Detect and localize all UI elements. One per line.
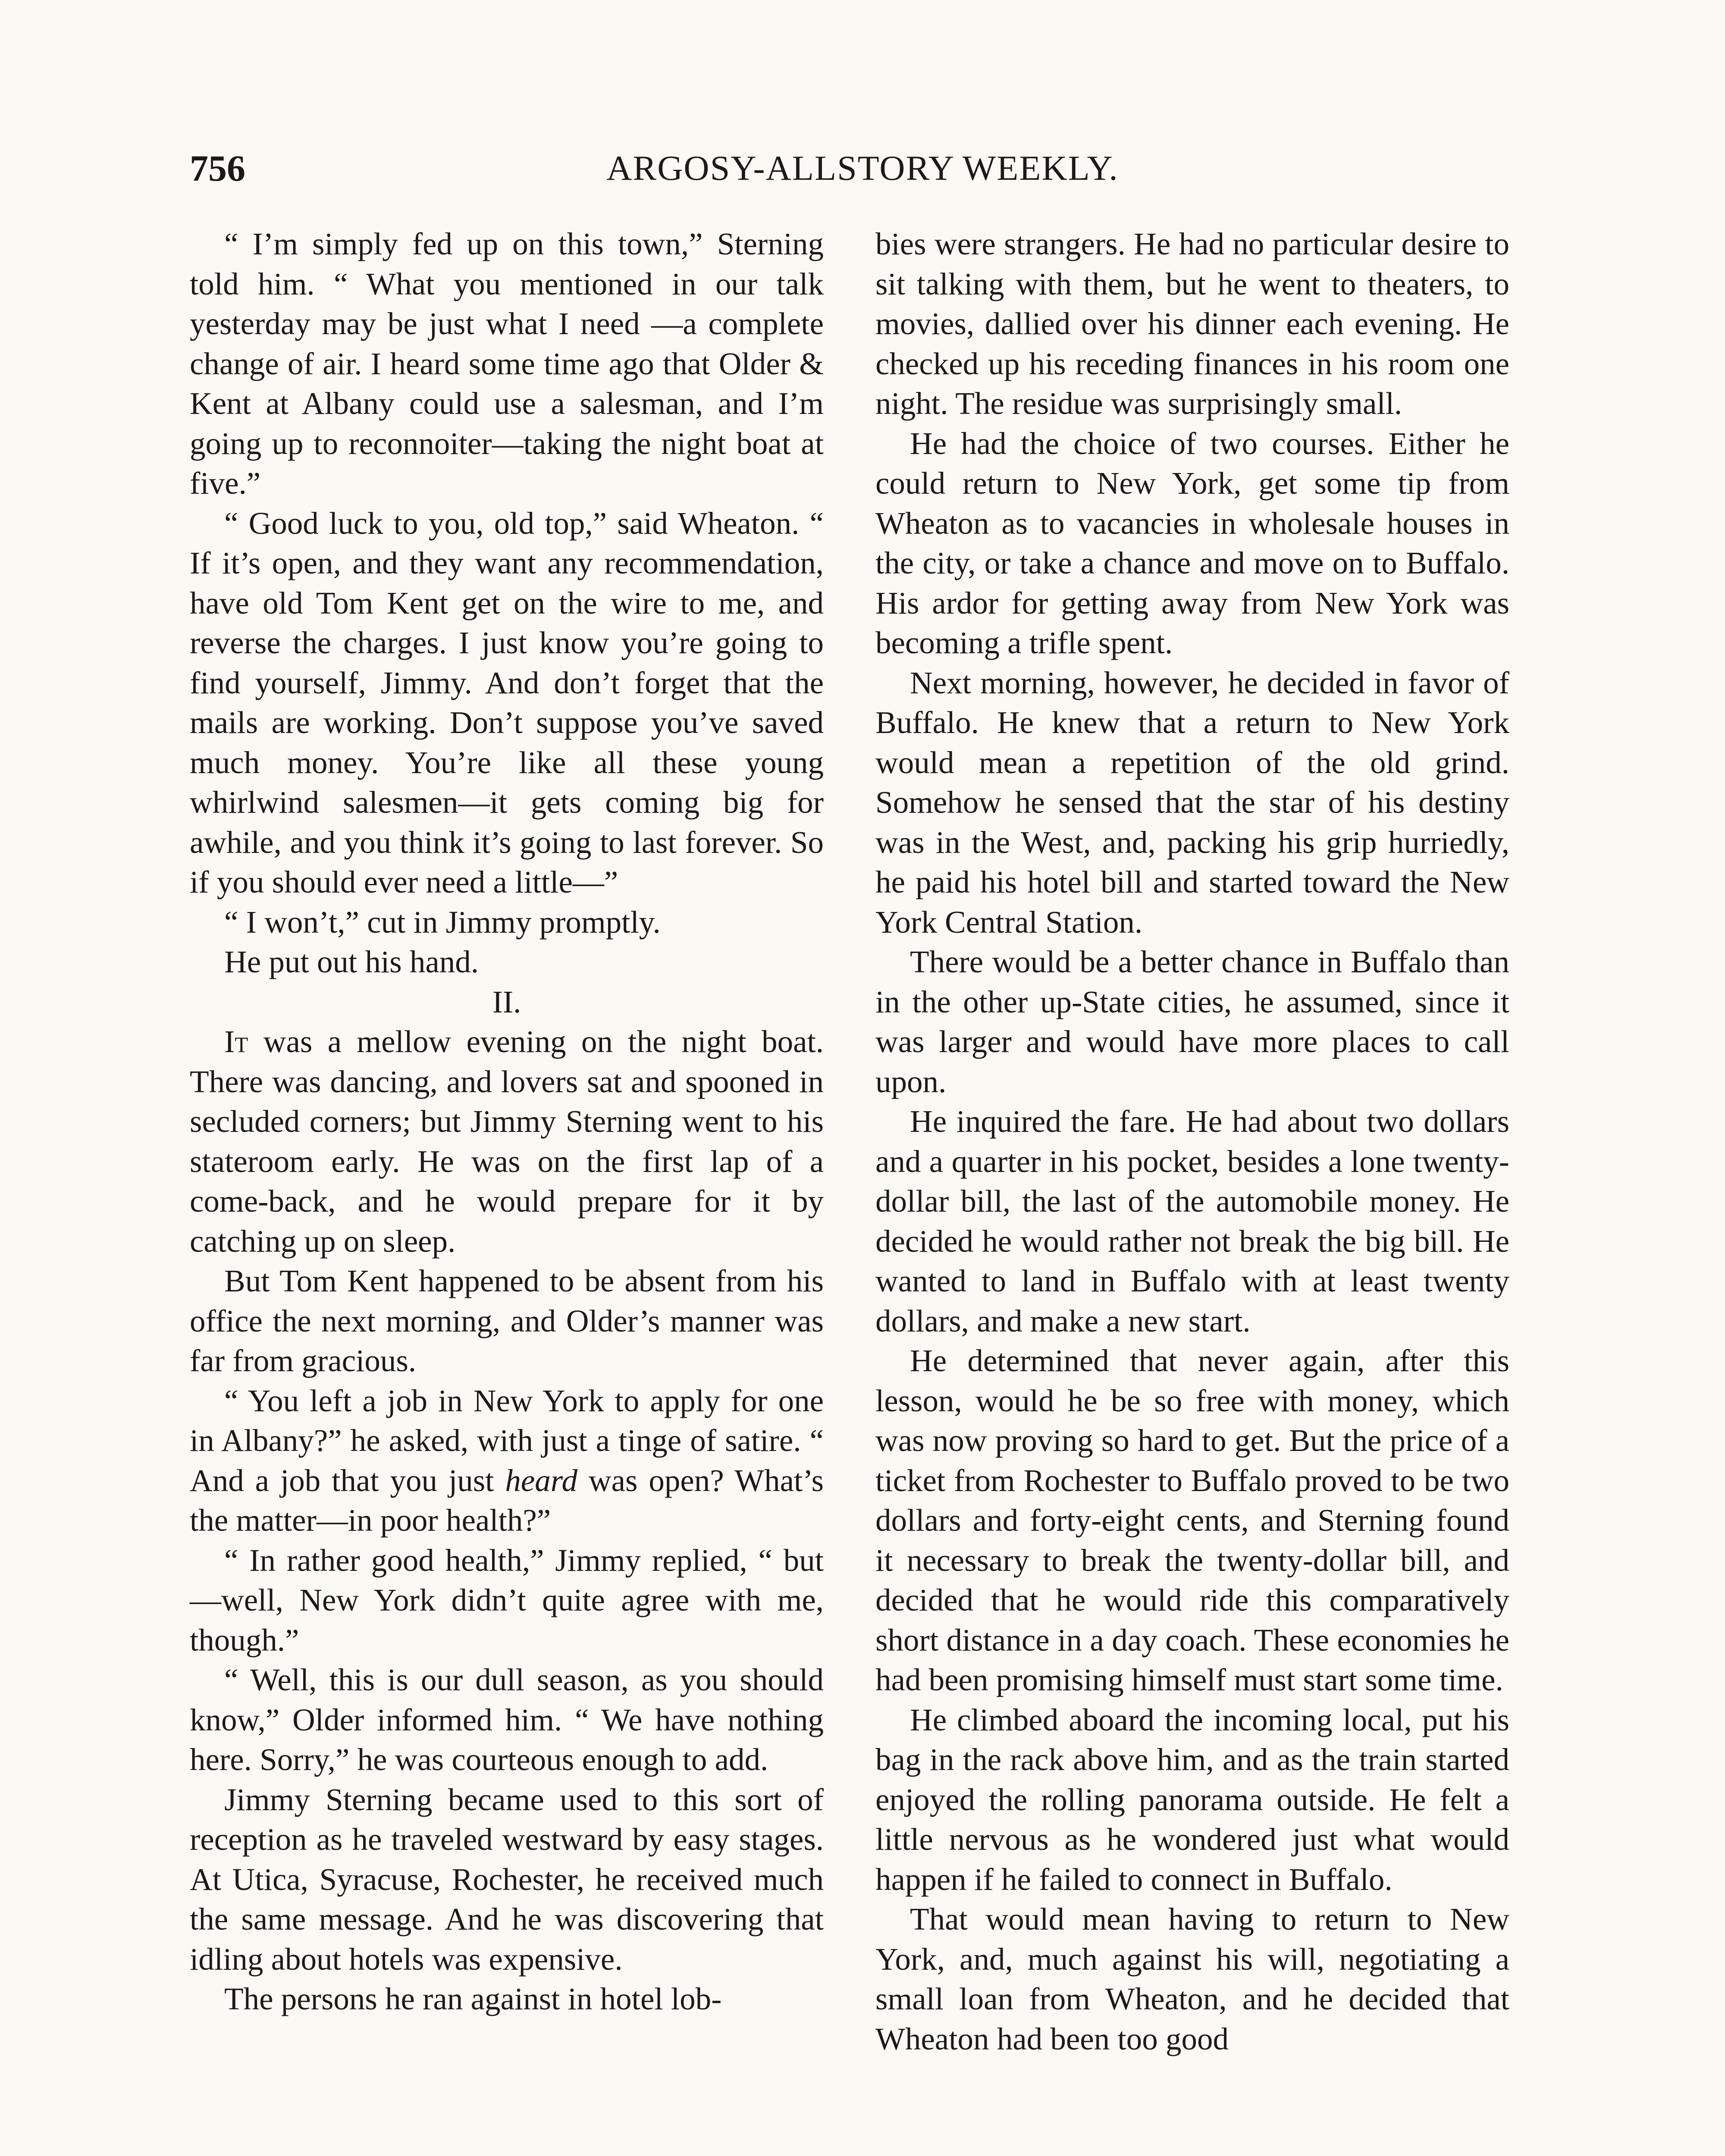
paragraph: He had the choice of two courses. Either he could return to New York, get some tip from Wheaton as to vacancies in wholesale houses in the city, or take a chance and move on to Buffalo. His ardor for getting away from New York was becoming a trifle spent. [875, 426, 1509, 660]
paragraph: He inquired the fare. He had about two dollars and a quarter in his pocket, besides a lone twenty-dollar bill, the last of the automobile money. He decided he would rather not break the big bill. He wanted to land in Buffalo with at least twenty dollars, and make a new start. [875, 1104, 1509, 1338]
paragraph: He climbed aboard the incoming local, put his bag in the rack above him, and as the train started enjoyed the rolling panorama outside. He felt a little nervous as he wondered just what would happen if he failed to connect in Buffalo. [875, 1702, 1509, 1897]
section-heading: II. [492, 984, 521, 1019]
paragraph: “ Good luck to you, old top,” said Wheaton. “ If it’s open, and they want any recommendation, have old Tom Kent get on the wire to me, and reverse the charges. I just know you’re going to find yourself, Jimmy. And don’t forget that the mails are working. Don’t suppose you’ve saved much money. You’re like all these young whirlwind salesmen—it gets coming big for awhile, and you think it’s going to last forever. So if you should ever need a little—” [190, 505, 824, 899]
paragraph: bies were strangers. He had no particular desire to sit talking with them, but he went to theaters, to movies, dallied over his dinner each evening. He checked up his receding finances in his room one night. The residue was surprisingly small. [875, 226, 1509, 421]
paragraph: Jimmy Sterning became used to this sort of reception as he traveled westward by easy stages. At Utica, Syracuse, Rochester, he received much the same message. And he was discovering that idling about hotels was expensive. [190, 1782, 824, 1977]
paragraph: That would mean having to return to New York, and, much against his will, negotiating a small loan from Wheaton, and he decided that Wheaton had been too good [875, 1902, 1509, 2056]
paragraph [190, 1381, 824, 1541]
paragraph: “ Well, this is our dull season, as you should know,” Older informed him. “ We have nothing here. Sorry,” he was courteous enough to add. [190, 1662, 824, 1777]
right-column [875, 224, 1509, 2156]
paragraph: He put out his hand. [224, 944, 479, 979]
text-columns [190, 224, 1540, 2156]
paragraph [190, 1022, 824, 1261]
page-header [190, 142, 1535, 194]
paragraph: He determined that never again, after this lesson, would he be so free with money, which was now proving so hard to get. But the price of a ticket from Rochester to Buffalo proved to be two dollars and forty-eight cents, and Sterning found it necessary to break the twenty-dollar bill, and decided that he would ride this comparatively short distance in a day coach. These economies he had been promising himself must start some time. [875, 1343, 1509, 1697]
paragraph: “ In rather good health,” Jimmy replied, “ but—well, New York didn’t quite agree with me, though.” [190, 1542, 824, 1658]
italic-word: heard [505, 1463, 577, 1498]
paragraph-text: “ You left a job in New York to apply for one in Albany?” he asked, with just a tinge of satire. “ And a job that you just [190, 1383, 824, 1498]
paragraph: Next morning, however, he decided in favor of Buffalo. He knew that a return to New York would mean a repetition of the old grind. Somehow he sensed that the star of his destiny was in the West, and, packing his grip hurriedly, he paid his hotel bill and started toward the New York Central Station. [875, 665, 1509, 940]
left-column [190, 224, 824, 2156]
paragraph: But Tom Kent happened to be absent from his office the next morning, and Older’s manner was far from gracious. [190, 1263, 824, 1378]
running-head: ARGOSY-ALLSTORY WEEKLY. [606, 148, 1119, 188]
paragraph: “ I won’t,” cut in Jimmy promptly. [224, 904, 661, 940]
paragraph: “ I’m simply fed up on this town,” Sterning told him. “ What you mentioned in our talk yesterday may be just what I need —a complete change of air. I heard some time ago that Older & Kent at Albany could use a salesman, and I’m going up to reconnoiter—taking the night boat at five.” [190, 226, 824, 501]
lead-word: It [224, 1024, 248, 1059]
paragraph-text: was open? What’s the matter—in poor health?” [190, 1463, 824, 1538]
page-number: 756 [190, 147, 245, 189]
paragraph: There would be a better chance in Buffalo than in the other up-State cities, he assumed, since it was larger and would have more places to call upon. [875, 944, 1509, 1099]
paragraph: The persons he ran against in hotel lob- [224, 1981, 722, 2016]
paragraph-text: was a mellow evening on the night boat. There was dancing, and lovers sat and spooned in secluded corners; but Jimmy Sterning went to his stateroom early. He was on the first lap of a come-back, and he would prepare for it by catching up on sleep. [190, 1024, 824, 1259]
